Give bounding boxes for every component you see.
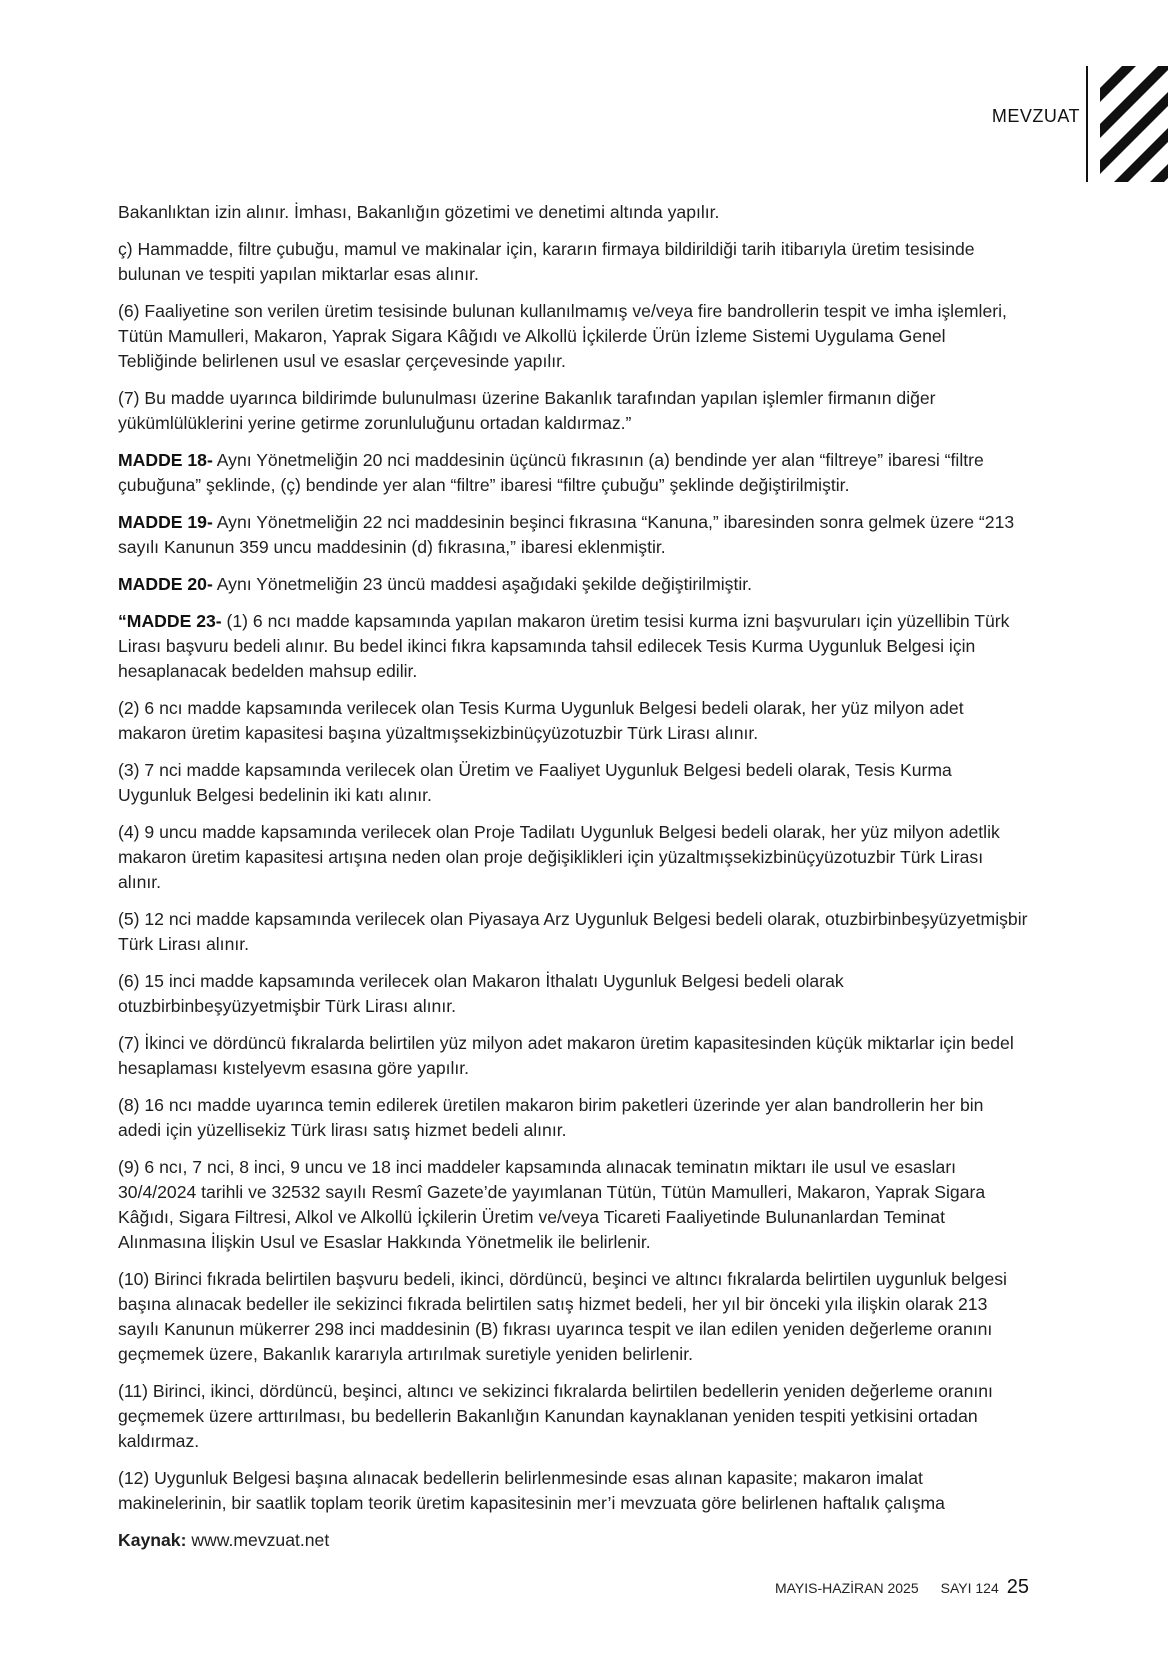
paragraph <box>118 1379 1028 1454</box>
paragraph-text: (7) Bu madde uyarınca bildirimde bulunulması üzerine Bakanlık tarafından yapılan işlemler firmanın diğer yükümlülüklerini yerine getirme zorunluluğunu ortadan kaldırmaz.” <box>118 388 936 433</box>
source-label: Kaynak: <box>118 1530 187 1550</box>
paragraph <box>118 1093 1028 1143</box>
page-footer <box>775 1576 1029 1599</box>
paragraph <box>118 820 1028 895</box>
paragraph-text: (11) Birinci, ikinci, dördüncü, beşinci, altıncı ve sekizinci fıkralarda belirtilen bedellerin yeniden değerleme oranını geçmemek üzere arttırılması, bu bedellerin Bakanlığın Kanundan kaynaklanan yeniden tespiti yetkisini ortadan kaldırmaz. <box>118 1381 993 1451</box>
paragraph-text: (3) 7 nci madde kapsamında verilecek olan Üretim ve Faaliyet Uygunluk Belgesi bedeli olarak, Tesis Kurma Uygunluk Belgesi bedelinin iki katı alınır. <box>118 760 952 805</box>
footer-issue: SAYI 124 <box>940 1580 999 1596</box>
paragraph <box>118 758 1028 808</box>
header-rule <box>1086 66 1088 182</box>
paragraph <box>118 907 1028 957</box>
source-url[interactable]: www.mevzuat.net <box>191 1530 330 1550</box>
page-number: 25 <box>1006 1576 1029 1598</box>
paragraph-text: (1) 6 ncı madde kapsamında yapılan makaron üretim tesisi kurma izni başvuruları için yüzellibin Türk Lirası başvuru bedeli alınır. Bu bedel ikinci fıkra kapsamında tahsil edilecek Tesis Kurma Uygunluk Belgesi için hesaplanacak bedelden mahsup edilir. <box>118 611 1010 681</box>
paragraph <box>118 200 1028 225</box>
paragraph-text: (4) 9 uncu madde kapsamında verilecek olan Proje Tadilatı Uygunluk Belgesi bedeli olarak, her yüz milyon adetlik makaron üretim kapasitesi artışına neden olan proje değişiklikleri için yüzaltmışsekizbinüçyüzotuzbir Türk Lirası alınır. <box>118 822 1000 892</box>
paragraph <box>118 572 1028 597</box>
article-lead: MADDE 18- <box>118 450 213 470</box>
paragraph-text: (6) Faaliyetine son verilen üretim tesisinde bulunan kullanılmamış ve/veya fire bandrollerin tespit ve imha işlemleri, Tütün Mamulleri, Makaron, Yaprak Sigara Kâğıdı ve Alkollü İçkilerde Ürün İzleme Sistemi Uygulama Genel Tebliğinde belirlenen usul ve esaslar çerçevesinde yapılır. <box>118 301 1007 371</box>
paragraph <box>118 237 1028 287</box>
section-label: MEVZUAT <box>991 106 1080 126</box>
footer-date: MAYIS-HAZİRAN 2025 <box>774 1580 919 1596</box>
paragraph <box>118 969 1028 1019</box>
document-body <box>118 200 1028 1528</box>
paragraph <box>118 510 1028 560</box>
paragraph-text: (12) Uygunluk Belgesi başına alınacak bedellerin belirlenmesinde esas alınan kapasite; makaron imalat makinelerinin, bir saatlik toplam teorik üretim kapasitesinin mer’i mevzuata göre belirlenen haftalık çalışma <box>118 1468 945 1513</box>
paragraph <box>118 609 1028 684</box>
paragraph-text: (8) 16 ncı madde uyarınca temin edilerek üretilen makaron birim paketleri üzerinde yer alan bandrollerin her bin adedi için yüzellisekiz Türk lirası satış hizmet bedeli alınır. <box>118 1095 984 1140</box>
paragraph <box>118 1155 1028 1255</box>
paragraph-text: (5) 12 nci madde kapsamında verilecek olan Piyasaya Arz Uygunluk Belgesi bedeli olarak, otuzbirbinbeşyüzyetmişbir Türk Lirası alınır. <box>118 909 1028 954</box>
paragraph <box>118 1031 1028 1081</box>
paragraph <box>118 386 1028 436</box>
paragraph-text: (7) İkinci ve dördüncü fıkralarda belirtilen yüz milyon adet makaron üretim kapasitesinden küçük miktarlar için bedel hesaplaması kıstelyevm esasına göre yapılır. <box>118 1033 1014 1078</box>
paragraph-text: Aynı Yönetmeliğin 22 nci maddesinin beşinci fıkrasına “Kanuna,” ibaresinden sonra gelmek üzere “213 sayılı Kanunun 359 uncu maddesinin (d) fıkrasına,” ibaresi eklenmiştir. <box>118 512 1015 557</box>
paragraph-text: Aynı Yönetmeliğin 23 üncü maddesi aşağıdaki şekilde değiştirilmiştir. <box>212 574 753 594</box>
paragraph-text: Aynı Yönetmeliğin 20 nci maddesinin üçüncü fıkrasının (a) bendinde yer alan “filtreye” ibaresi “filtre çubuğuna” şeklinde, (ç) bendinde yer alan “filtre” ibaresi “filtre çubuğu” şeklinde değiştirilmiştir. <box>118 450 984 495</box>
paragraph <box>118 448 1028 498</box>
paragraph-text: ç) Hammadde, filtre çubuğu, mamul ve makinalar için, kararın firmaya bildirildiği tarih itibarıyla üretim tesisinde bulunan ve tespiti yapılan miktarlar esas alınır. <box>118 239 975 284</box>
paragraph <box>118 1466 1028 1516</box>
paragraph-text: (2) 6 ncı madde kapsamında verilecek olan Tesis Kurma Uygunluk Belgesi bedeli olarak, her yüz milyon adet makaron üretim kapasitesi başına yüzaltmışsekizbinüçyüzotuzbir Türk Lirası alınır. <box>118 698 964 743</box>
source-line <box>118 1528 329 1553</box>
striped-logo-icon <box>1100 66 1168 182</box>
paragraph-text: (6) 15 inci madde kapsamında verilecek olan Makaron İthalatı Uygunluk Belgesi bedeli olarak otuzbirbinbeşyüzyetmişbir Türk Lirası alınır. <box>118 971 844 1016</box>
paragraph <box>118 696 1028 746</box>
article-lead: “MADDE 23- <box>118 611 222 631</box>
paragraph <box>118 299 1028 374</box>
article-lead: MADDE 19- <box>118 512 213 532</box>
paragraph-text: (9) 6 ncı, 7 nci, 8 inci, 9 uncu ve 18 inci maddeler kapsamında alınacak teminatın miktarı ile usul ve esasları 30/4/2024 tarihli ve 32532 sayılı Resmî Gazete’de yayımlanan Tütün, Tütün Mamulleri, Makaron, Yaprak Sigara Kâğıdı, Sigara Filtresi, Alkol ve Alkollü İçkilerin Üretim ve/veya Ticareti Faaliyetinde Bulunanlardan Teminat Alınmasına İlişkin Usul ve Esaslar Hakkında Yönetmelik ile belirlenir. <box>118 1157 986 1252</box>
paragraph-text: Bakanlıktan izin alınır. İmhası, Bakanlığın gözetimi ve denetimi altında yapılır. <box>118 202 720 222</box>
article-lead: MADDE 20- <box>118 574 213 594</box>
paragraph <box>118 1267 1028 1367</box>
paragraph-text: (10) Birinci fıkrada belirtilen başvuru bedeli, ikinci, dördüncü, beşinci ve altıncı fıkralarda belirtilen uygunluk belgesi başına alınacak bedeller ile sekizinci fıkrada belirtilen satış hizmet bedeli, her yıl bir önceki yıla ilişkin olarak 213 sayılı Kanunun mükerrer 298 inci maddesinin (B) fıkrası uyarınca tespit ve ilan edilen yeniden değerleme oranını geçmemek üzere, Bakanlık kararıyla artırılmak suretiyle yeniden belirlenir. <box>118 1269 1007 1364</box>
